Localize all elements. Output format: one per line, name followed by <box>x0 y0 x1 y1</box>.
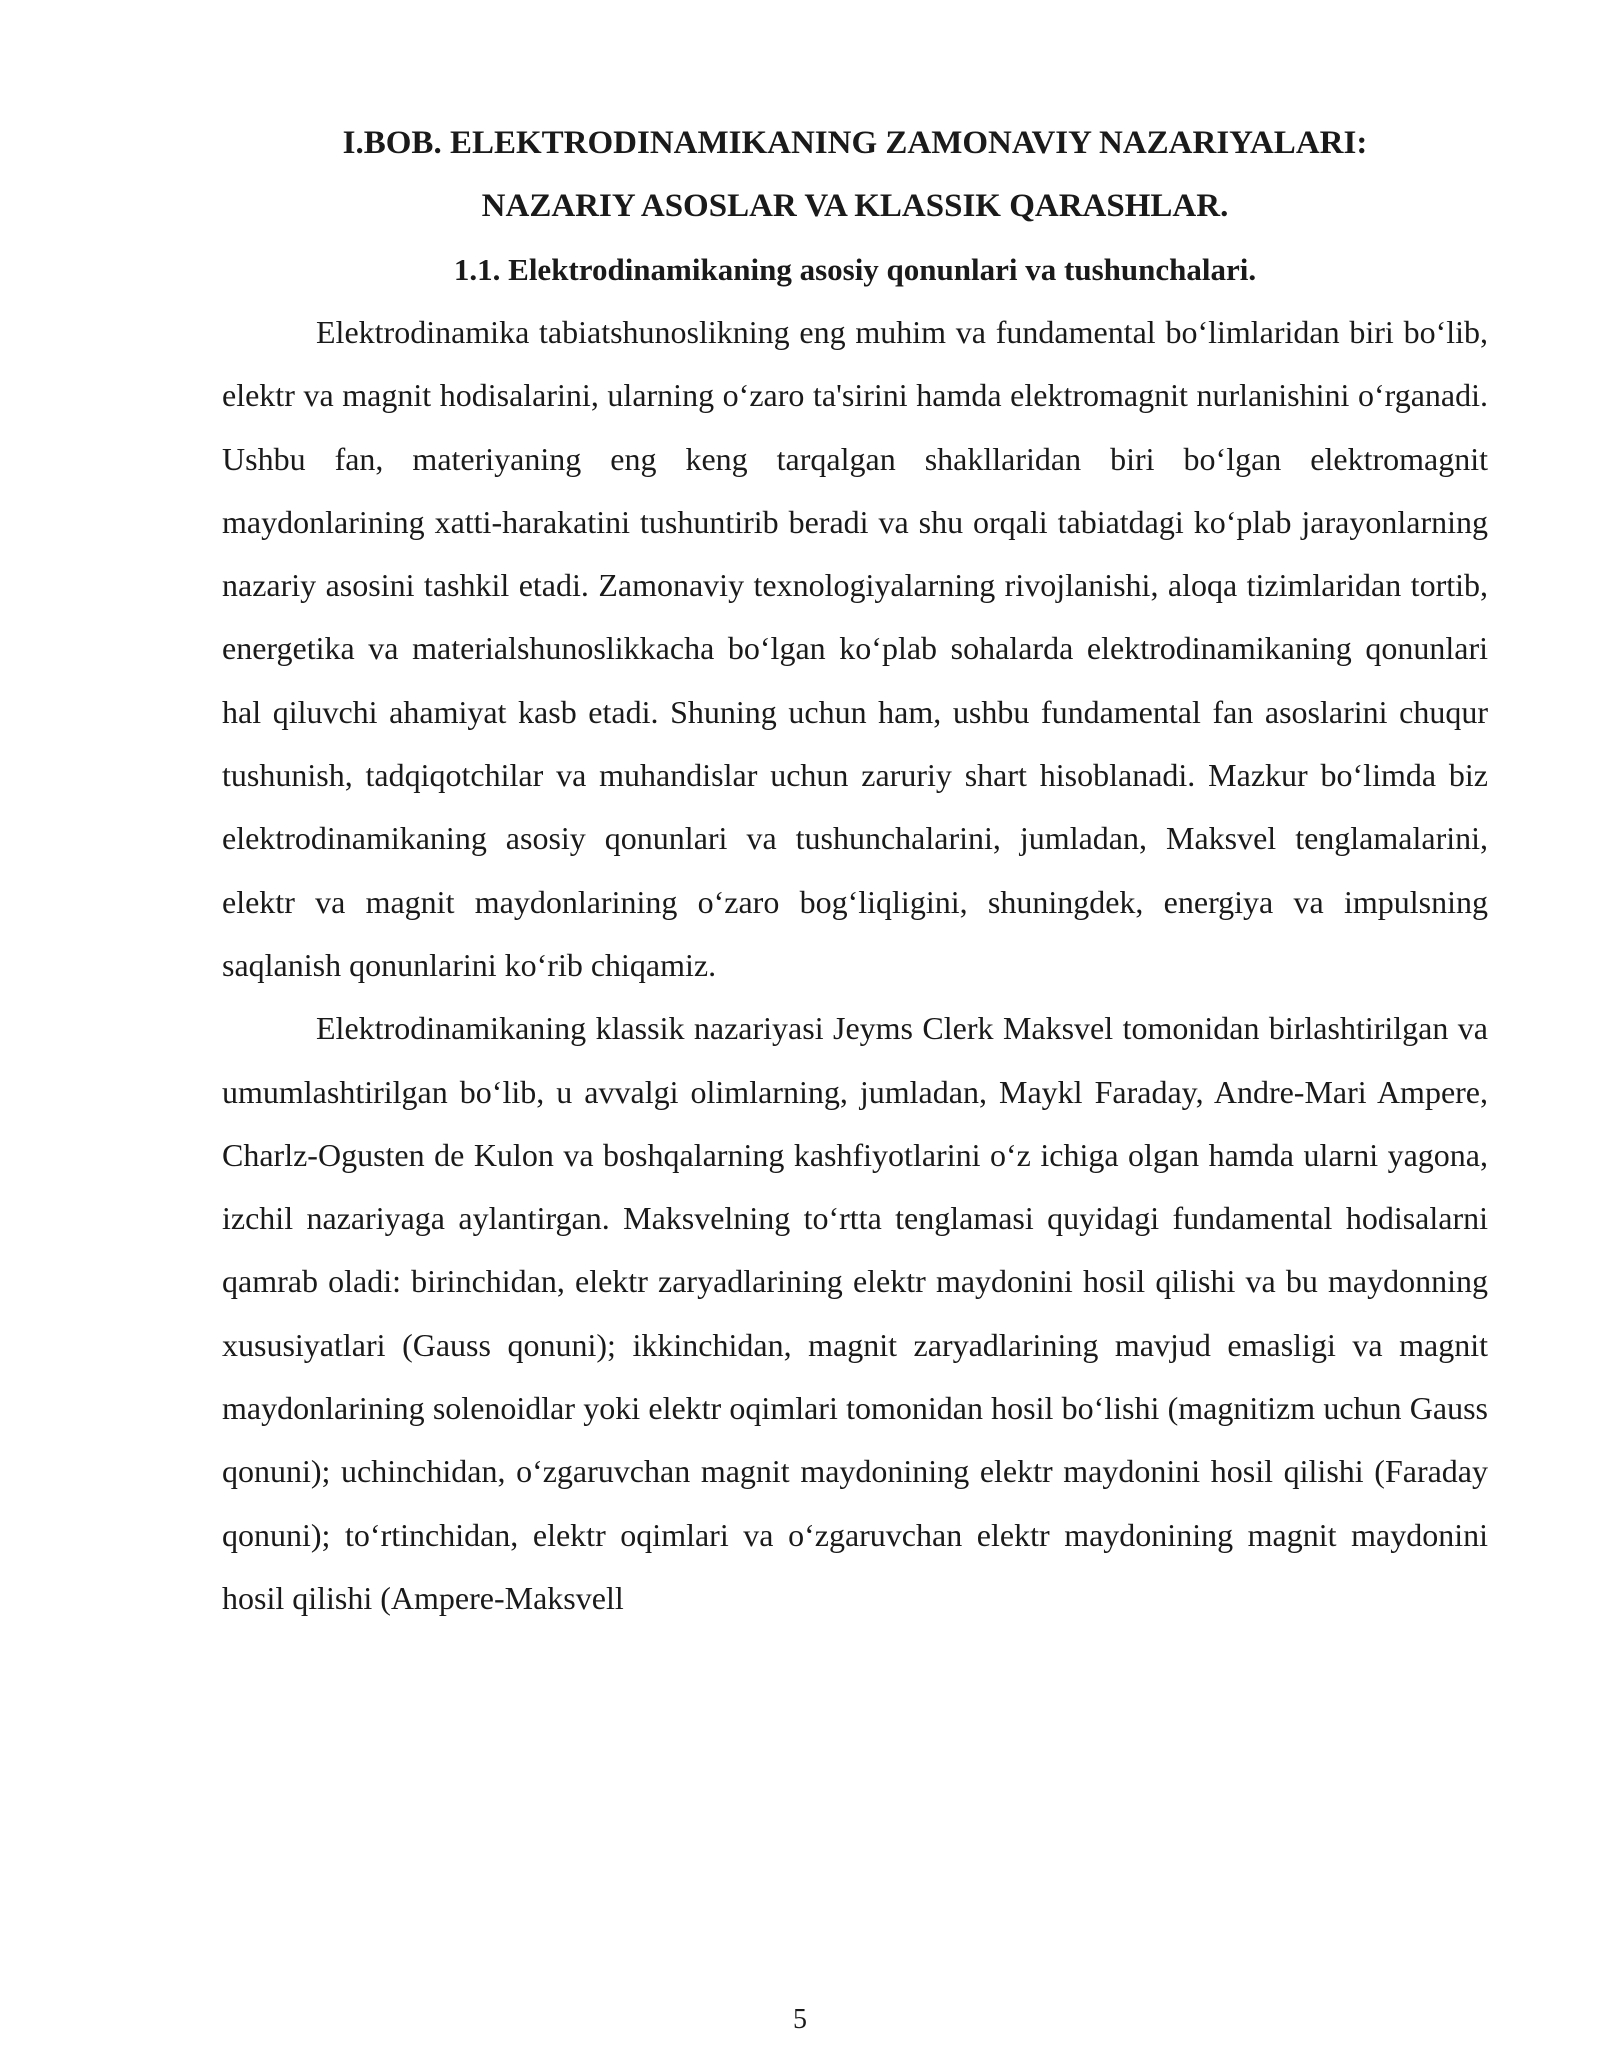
section-title: 1.1. Elektrodinamikaning asosiy qonunlari va tushunchalari. <box>453 252 1257 287</box>
body-paragraph-2: Elektrodinamikaning klassik nazariyasi Jeyms Clerk Maksvel tomonidan birlashtirilgan va umumlashtirilgan bo‘lib, u avvalgi olimlarning, jumladan, Maykl Faraday, Andre-Mari Ampere, Charlz-Ogusten de Kulon va boshqalarning kashfiyotlarini o‘z ichiga olgan hamda ularni yagona, izchil nazariyaga aylantirgan. Maksvelning to‘rtta tenglamasi quyidagi fundamental hodisalarni qamrab oladi: birinchidan, elektr zaryadlarining elektr maydonini hosil qilishi va bu maydonning xususiyatlari (Gauss qonuni); ikkinchidan, magnit zaryadlarining mavjud emasligi va magnit maydonlarining solenoidlar yoki elektr oqimlari tomonidan hosil bo‘lishi (magnitizm uchun Gauss qonuni); uchinchidan, o‘zgaruvchan magnit maydonining elektr maydonini hosil qilishi (Faraday qonuni); to‘rtinchidan, elektr oqimlari va o‘zgaruvchan elektr maydonining magnit maydonini hosil qilishi (Ampere-Maksvell <box>222 1010 1488 1616</box>
page-content <box>222 112 1488 1630</box>
page-number: 5 <box>793 2004 807 2035</box>
chapter-heading-line-2: NAZARIY ASOSLAR VA KLASSIK QARASHLAR. <box>481 188 1229 224</box>
body-paragraph-1: Elektrodinamika tabiatshunoslikning eng muhim va fundamental bo‘limlaridan biri bo‘lib, elektr va magnit hodisalarini, ularning o‘zaro ta'sirini hamda elektromagnit nurlanishini o‘rganadi. Ushbu fan, materiyaning eng keng tarqalgan shakllaridan biri bo‘lgan elektromagnit maydonlarining xatti-harakatini tushuntirib beradi va shu orqali tabiatdagi ko‘plab jarayonlarning nazariy asosini tashkil etadi. Zamonaviy texnologiyalarning rivojlanishi, aloqa tizimlaridan tortib, energetika va materialshunoslikkacha bo‘lgan ko‘plab sohalarda elektrodinamikaning qonunlari hal qiluvchi ahamiyat kasb etadi. Shuning uchun ham, ushbu fundamental fan asoslarini chuqur tushunish, tadqiqotchilar va muhandislar uchun zaruriy shart hisoblanadi. Mazkur bo‘limda biz elektrodinamikaning asosiy qonunlari va tushunchalarini, jumladan, Maksvel tenglamalarini, elektr va magnit maydonlarining o‘zaro bog‘liqligini, shuningdek, energiya va impulsning saqlanish qonunlarini ko‘rib chiqamiz. <box>222 314 1488 983</box>
chapter-heading-line-1: I.BOB. ELEKTRODINAMIKANING ZAMONAVIY NAZARIYALARI: <box>342 125 1368 161</box>
